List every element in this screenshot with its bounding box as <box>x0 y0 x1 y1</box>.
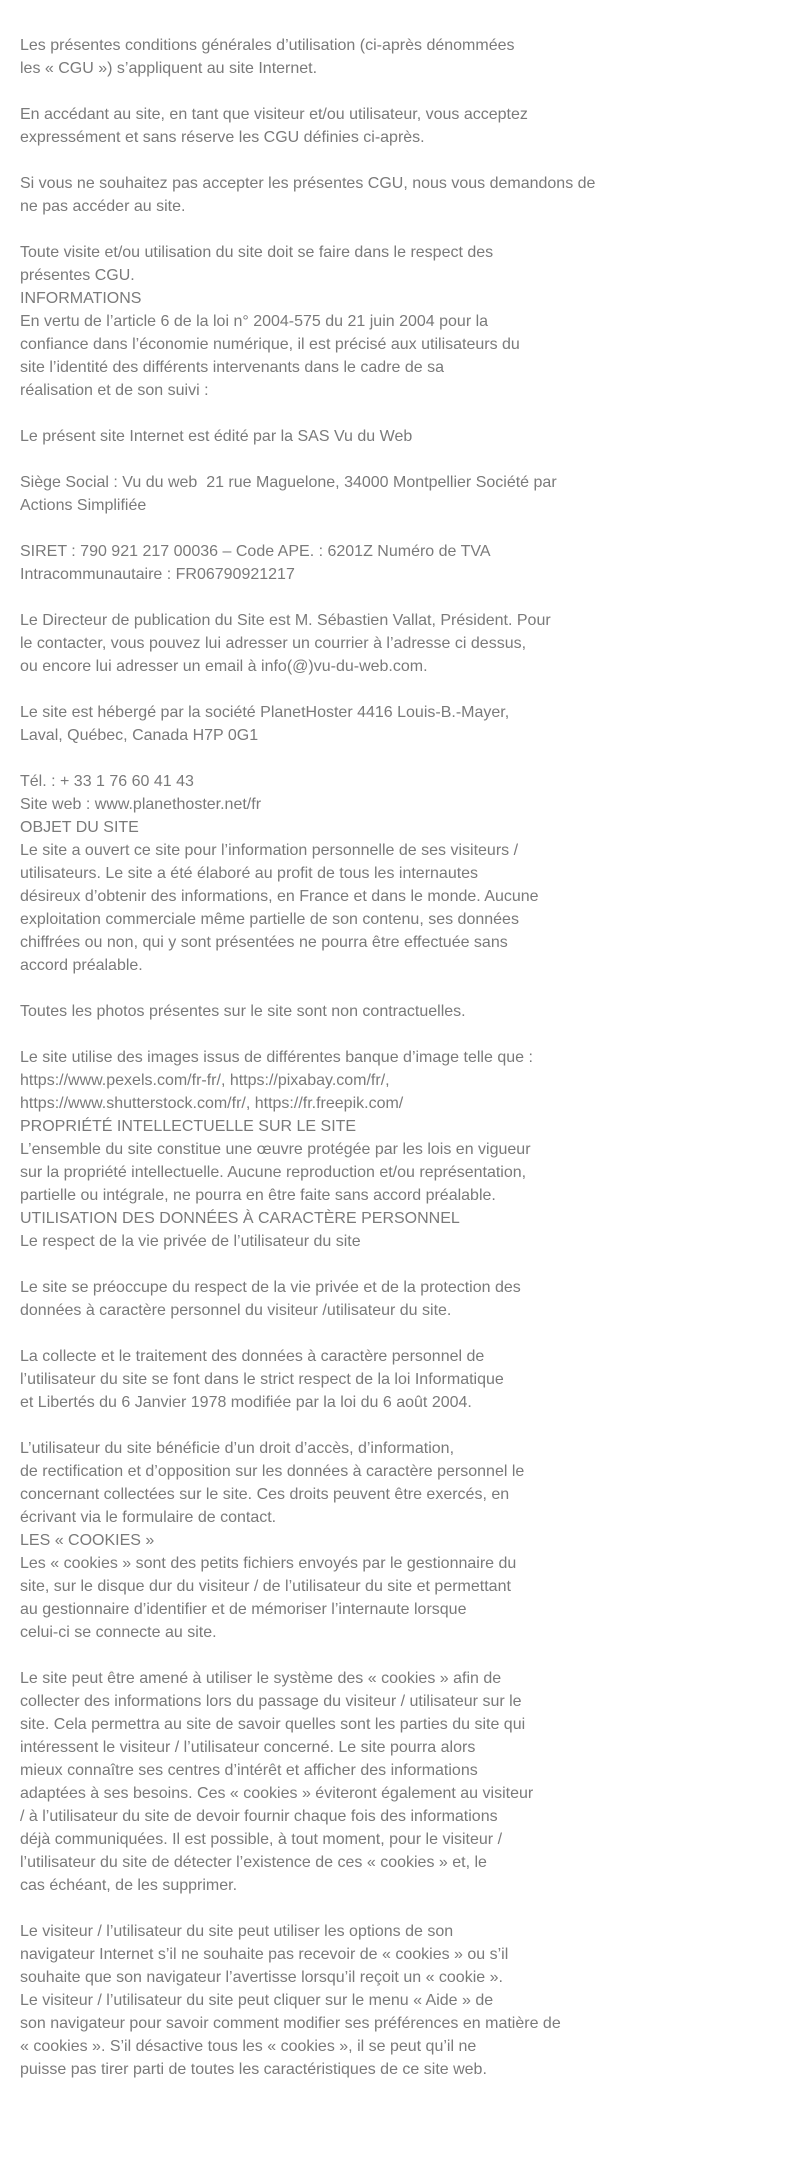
paragraph-spacer <box>20 1414 660 1437</box>
paragraph-spacer <box>20 402 660 425</box>
paragraph-spacer <box>20 1253 660 1276</box>
paragraph <box>20 1345 660 1414</box>
paragraph <box>20 1046 660 1253</box>
text-line: accord préalable. <box>20 957 143 974</box>
text-line: présentes CGU. <box>20 267 135 284</box>
text-line: au gestionnaire d’identifier et de mémoriser l’internaute lorsque <box>20 1601 467 1618</box>
text-line: Actions Simplifiée <box>20 497 147 514</box>
text-line: INFORMATIONS <box>20 290 142 307</box>
text-line: Tél. : + 33 1 76 60 41 43 <box>20 773 194 790</box>
text-line: Toute visite et/ou utilisation du site doit se faire dans le respect des <box>20 244 494 261</box>
paragraph <box>20 425 660 448</box>
text-line: / à l’utilisateur du site de devoir fournir chaque fois des informations <box>20 1808 498 1825</box>
text-line: Le site utilise des images issus de différentes banque d’image telle que : <box>20 1049 533 1066</box>
text-line: site l’identité des différents intervenants dans le cadre de sa <box>20 359 444 376</box>
text-line: concernant collectées sur le site. Ces droits peuvent être exercés, en <box>20 1486 510 1503</box>
text-line: exploitation commerciale même partielle de son contenu, ses données <box>20 911 519 928</box>
paragraph <box>20 1920 660 2081</box>
paragraph-spacer <box>20 149 660 172</box>
paragraph <box>20 103 660 149</box>
paragraph-spacer <box>20 1023 660 1046</box>
text-line: https://www.shutterstock.com/fr/, https://fr.freepik.com/ <box>20 1095 404 1112</box>
text-line: Le visiteur / l’utilisateur du site peut utiliser les options de son <box>20 1923 454 1940</box>
text-line: Le présent site Internet est édité par la SAS Vu du Web <box>20 428 413 445</box>
text-line: L’ensemble du site constitue une œuvre protégée par les lois en vigueur <box>20 1141 531 1158</box>
text-line: l’utilisateur du site se font dans le strict respect de la loi Informatique <box>20 1371 504 1388</box>
text-line: ou encore lui adresser un email à info(@)vu-du-web.com. <box>20 658 428 675</box>
text-line: puisse pas tirer parti de toutes les caractéristiques de ce site web. <box>20 2061 487 2078</box>
text-line: de rectification et d’opposition sur les données à caractère personnel le <box>20 1463 525 1480</box>
text-line: En accédant au site, en tant que visiteur et/ou utilisateur, vous acceptez <box>20 106 528 123</box>
paragraph-spacer <box>20 448 660 471</box>
paragraph <box>20 241 660 402</box>
paragraph <box>20 1276 660 1322</box>
text-line: site. Cela permettra au site de savoir quelles sont les parties du site qui <box>20 1716 526 1733</box>
text-line: chiffrées ou non, qui y sont présentées ne pourra être effectuée sans <box>20 934 508 951</box>
text-line: expressément et sans réserve les CGU définies ci-après. <box>20 129 425 146</box>
text-line: PROPRIÉTÉ INTELLECTUELLE SUR LE SITE <box>20 1118 357 1135</box>
paragraph-spacer <box>20 977 660 1000</box>
text-line: collecter des informations lors du passage du visiteur / utilisateur sur le <box>20 1693 522 1710</box>
text-line: Intracommunautaire : FR06790921217 <box>20 566 295 583</box>
text-line: désireux d’obtenir des informations, en France et dans le monde. Aucune <box>20 888 539 905</box>
text-line: les « CGU ») s’appliquent au site Internet. <box>20 60 318 77</box>
paragraph-spacer <box>20 678 660 701</box>
text-line: Le site est hébergé par la société PlanetHoster 4416 Louis-B.-Mayer, <box>20 704 510 721</box>
text-line: UTILISATION DES DONNÉES À CARACTÈRE PERSONNEL <box>20 1210 460 1227</box>
text-line: réalisation et de son suivi : <box>20 382 209 399</box>
text-line: l’utilisateur du site de détecter l’existence de ces « cookies » et, le <box>20 1854 487 1871</box>
paragraph <box>20 540 660 586</box>
text-line: cas échéant, de les supprimer. <box>20 1877 238 1894</box>
text-line: Site web : www.planethoster.net/fr <box>20 796 262 813</box>
text-line: écrivant via le formulaire de contact. <box>20 1509 277 1526</box>
text-line: confiance dans l’économie numérique, il est précisé aux utilisateurs du <box>20 336 520 353</box>
text-line: Le site se préoccupe du respect de la vie privée et de la protection des <box>20 1279 521 1296</box>
paragraph-spacer <box>20 747 660 770</box>
paragraph <box>20 609 660 678</box>
text-line: L’utilisateur du site bénéficie d’un droit d’accès, d’information, <box>20 1440 455 1457</box>
text-line: LES « COOKIES » <box>20 1532 155 1549</box>
text-line: Les « cookies » sont des petits fichiers envoyés par le gestionnaire du <box>20 1555 517 1572</box>
paragraph <box>20 471 660 517</box>
text-line: site, sur le disque dur du visiteur / de l’utilisateur du site et permettant <box>20 1578 511 1595</box>
text-line: Le Directeur de publication du Site est M. Sébastien Vallat, Président. Pour <box>20 612 551 629</box>
text-line: Le visiteur / l’utilisateur du site peut cliquer sur le menu « Aide » de <box>20 1992 494 2009</box>
text-line: https://www.pexels.com/fr-fr/, https://pixabay.com/fr/, <box>20 1072 390 1089</box>
paragraph-spacer <box>20 218 660 241</box>
text-line: souhaite que son navigateur l’avertisse lorsqu’il reçoit un « cookie ». <box>20 1969 503 1986</box>
paragraph-spacer <box>20 586 660 609</box>
paragraph-spacer <box>20 1322 660 1345</box>
text-line: Toutes les photos présentes sur le site sont non contractuelles. <box>20 1003 466 1020</box>
text-line: et Libertés du 6 Janvier 1978 modifiée par la loi du 6 août 2004. <box>20 1394 472 1411</box>
text-line: Si vous ne souhaitez pas accepter les présentes CGU, nous vous demandons de <box>20 175 596 192</box>
paragraph-spacer <box>20 1897 660 1920</box>
paragraph <box>20 701 660 747</box>
paragraph <box>20 172 660 218</box>
paragraph <box>20 1000 660 1023</box>
text-line: Le respect de la vie privée de l’utilisateur du site <box>20 1233 361 1250</box>
paragraph-spacer <box>20 1644 660 1667</box>
text-line: sur la propriété intellectuelle. Aucune reproduction et/ou représentation, <box>20 1164 527 1181</box>
text-line: intéressent le visiteur / l’utilisateur concerné. Le site pourra alors <box>20 1739 476 1756</box>
text-line: Siège Social : Vu du web 21 rue Maguelone, 34000 Montpellier Société par <box>20 474 557 491</box>
paragraph <box>20 1437 660 1644</box>
text-line: SIRET : 790 921 217 00036 – Code APE. : 6201Z Numéro de TVA <box>20 543 491 560</box>
text-line: Le site a ouvert ce site pour l’information personnelle de ses visiteurs / <box>20 842 519 859</box>
text-line: Les présentes conditions générales d’utilisation (ci-après dénommées <box>20 37 515 54</box>
text-line: En vertu de l’article 6 de la loi n° 2004-575 du 21 juin 2004 pour la <box>20 313 489 330</box>
text-line: celui-ci se connecte au site. <box>20 1624 217 1641</box>
text-line: données à caractère personnel du visiteur /utilisateur du site. <box>20 1302 452 1319</box>
text-line: adaptées à ses besoins. Ces « cookies » éviteront également au visiteur <box>20 1785 534 1802</box>
text-line: utilisateurs. Le site a été élaboré au profit de tous les internautes <box>20 865 479 882</box>
paragraph <box>20 1667 660 1897</box>
paragraph-spacer <box>20 517 660 540</box>
text-line: « cookies ». S’il désactive tous les « cookies », il se peut qu’il ne <box>20 2038 477 2055</box>
text-line: déjà communiquées. Il est possible, à tout moment, pour le visiteur / <box>20 1831 503 1848</box>
text-line: Le site peut être amené à utiliser le système des « cookies » afin de <box>20 1670 502 1687</box>
text-line: La collecte et le traitement des données à caractère personnel de <box>20 1348 485 1365</box>
text-line: navigateur Internet s’il ne souhaite pas recevoir de « cookies » ou s’il <box>20 1946 509 1963</box>
text-line: le contacter, vous pouvez lui adresser un courrier à l’adresse ci dessus, <box>20 635 527 652</box>
text-line: ne pas accéder au site. <box>20 198 186 215</box>
text-line: OBJET DU SITE <box>20 819 139 836</box>
text-line: Laval, Québec, Canada H7P 0G1 <box>20 727 259 744</box>
text-line: mieux connaître ses centres d’intérêt et afficher des informations <box>20 1762 478 1779</box>
paragraph <box>20 34 660 80</box>
paragraph-spacer <box>20 80 660 103</box>
text-line: partielle ou intégrale, ne pourra en être faite sans accord préalable. <box>20 1187 496 1204</box>
text-line: son navigateur pour savoir comment modifier ses préférences en matière de <box>20 2015 561 2032</box>
paragraph <box>20 770 660 977</box>
